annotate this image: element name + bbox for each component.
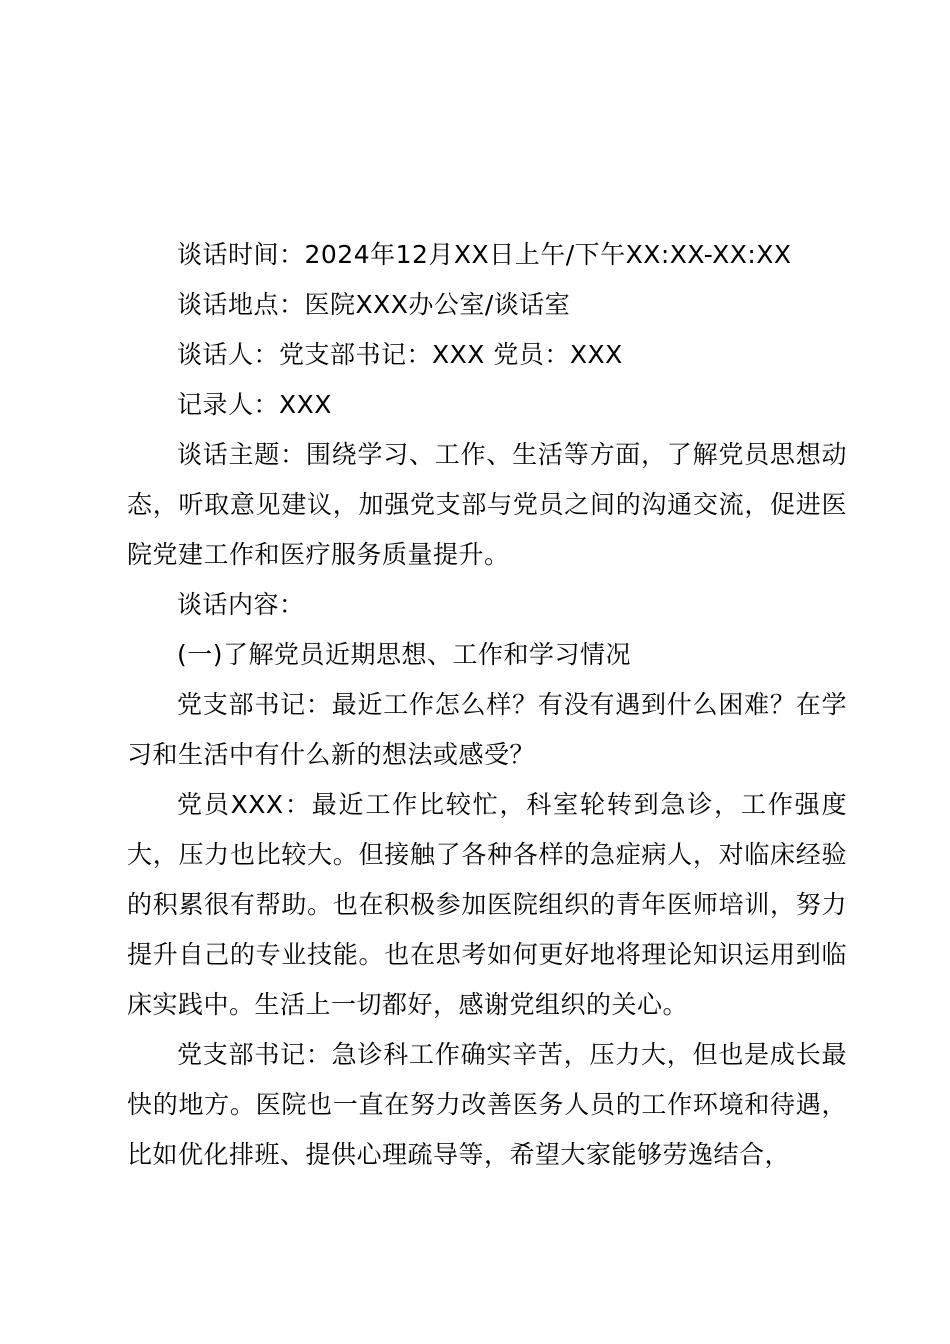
recorder-line: 记录人：XXX (177, 390, 332, 419)
secretary-question-paragraph: 党支部书记：最近工作怎么样？有没有遇到什么困难？在学习和生活中有什么新的想法或感受？ (127, 690, 847, 769)
section-heading-1: (一)了解党员近期思想、工作和学习情况 (177, 640, 632, 669)
secretary-response-paragraph: 党支部书记：急诊科工作确实辛苦，压力大，但也是成长最快的地方。医院也一直在努力改善医务人员的工作环境和待遇，比如优化排班、提供心理疏导等，希望大家能够劳逸结合， (127, 1040, 847, 1169)
talk-time-line: 谈话时间：2024年12月XX日上午/下午XX:XX-XX:XX (177, 240, 792, 269)
document-body (127, 230, 847, 1180)
talk-theme-paragraph: 谈话主题：围绕学习、工作、生活等方面，了解党员思想动态，听取意见建议，加强党支部与党员之间的沟通交流，促进医院党建工作和医疗服务质量提升。 (127, 440, 847, 569)
talk-participants-line: 谈话人：党支部书记：XXX 党员：XXX (177, 340, 623, 369)
talk-location-line: 谈话地点：医院XXX办公室/谈话室 (177, 290, 571, 319)
talk-content-heading: 谈话内容： (177, 590, 305, 619)
member-answer-paragraph: 党员XXX：最近工作比较忙，科室轮转到急诊，工作强度大，压力也比较大。但接触了各种各样的急症病人，对临床经验的积累很有帮助。也在积极参加医院组织的青年医师培训，努力提升自己的专业技能。也在思考如何更好地将理论知识运用到临床实践中。生活上一切都好，感谢党组织的关心。 (127, 790, 847, 1019)
